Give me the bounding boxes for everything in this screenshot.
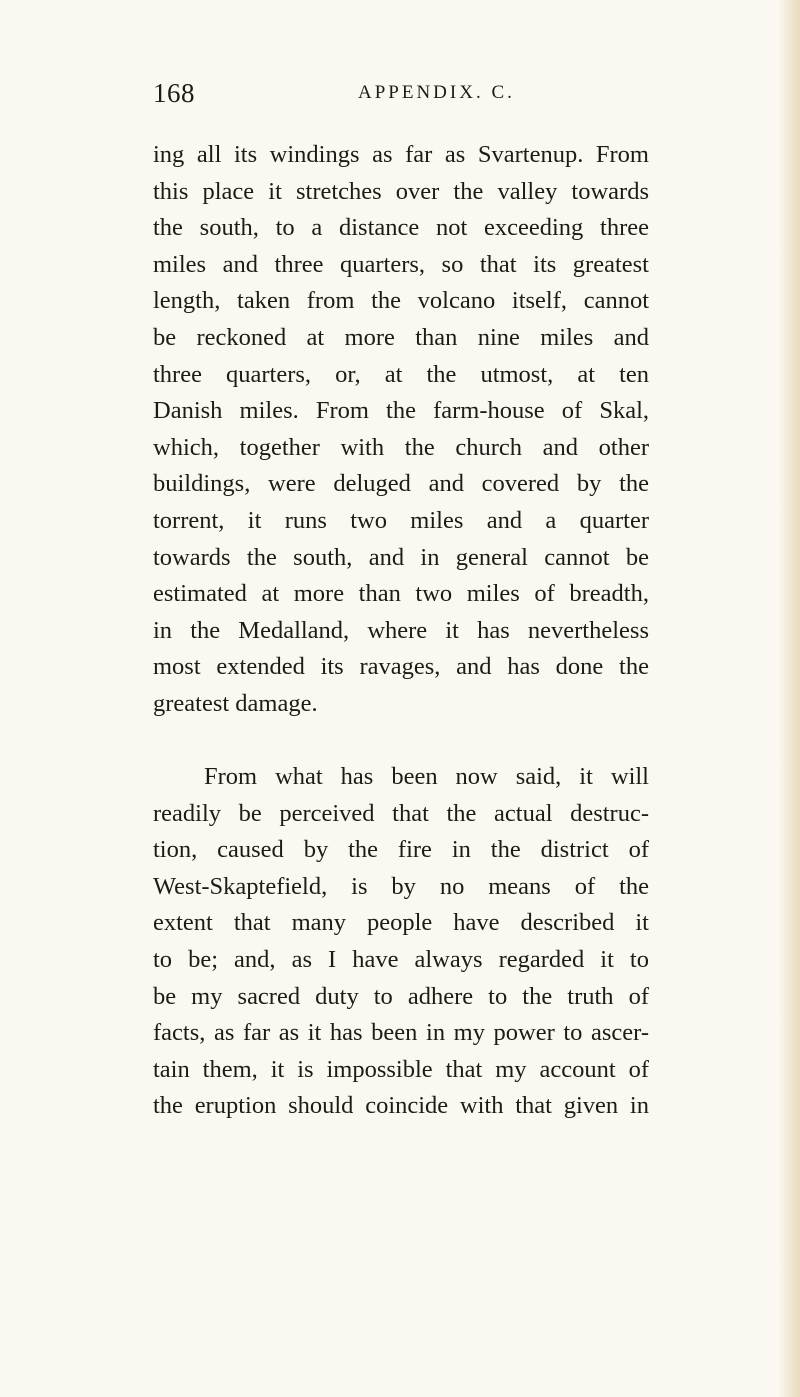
text-line: extent that many people have described it [153,909,649,937]
text-line: greatest damage. [153,689,318,717]
text-line: in the Medalland, where it has nevertheless [153,616,649,644]
page-number: 168 [153,78,195,108]
text-line: length, taken from the volcano itself, cannot [153,287,649,315]
text-line: ing all its windings as far as Svartenup. From [153,141,649,168]
text-line: readily be perceived that the actual destruc- [153,799,649,827]
text-line: three quarters, or, at the utmost, at ten [153,360,649,388]
text-line: estimated at more than two miles of breadth, [153,580,649,608]
text-line: tain them, it is impossible that my account of [153,1055,649,1083]
text-line: towards the south, and in general cannot be [153,543,649,571]
text-line: tion, caused by the fire in the district of [153,836,649,864]
text-line: which, together with the church and other [153,433,649,461]
text-line: buildings, were deluged and covered by the [153,470,649,498]
paragraph-2 [153,759,649,1125]
page-edge-shadow [778,0,800,1397]
text-line: From what has been now said, it will [204,763,649,791]
text-line: the eruption should coincide with that given in [153,1092,649,1120]
text-line: this place it stretches over the valley towards [153,177,649,205]
text-line: facts, as far as it has been in my power to ascer- [153,1019,649,1047]
text-line: West-Skaptefield, is by no means of the [153,872,649,900]
text-line: be my sacred duty to adhere to the truth of [153,982,649,1010]
text-line: the south, to a distance not exceeding three [153,214,649,242]
body-text [153,137,649,1125]
text-line: be reckoned at more than nine miles and [153,323,649,351]
page-header [153,78,643,112]
text-line: most extended its ravages, and has done the [153,653,649,681]
text-line: miles and three quarters, so that its greatest [153,250,649,278]
text-line: to be; and, as I have always regarded it to [153,946,649,974]
running-head: APPENDIX. C. [358,82,515,103]
text-line: torrent, it runs two miles and a quarter [153,506,649,534]
text-line: Danish miles. From the farm-house of Skal, [153,397,649,425]
paragraph-1 [153,137,649,723]
